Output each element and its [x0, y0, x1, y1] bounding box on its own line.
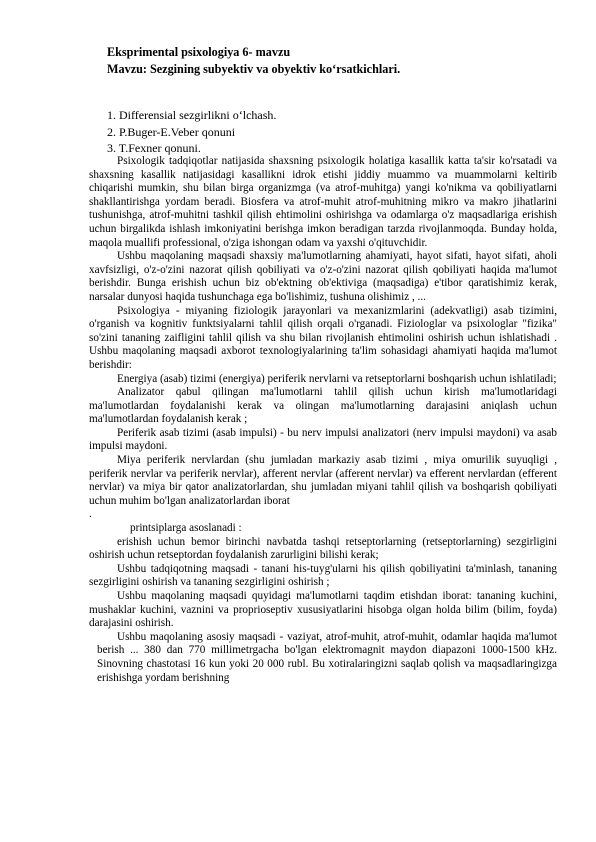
paragraph: Psixologik tadqiqotlar natijasida shaxsning psixologik holatiga kasallik katta ta'sir ko'rsatadi va shaxsning kasallik natijasidagi kasallikni idrok etishi jiddiy muammo va muammolarni keltirib chiqarishi mumkin, shu bilan birga organizmga (va atrof-muhitga) yangi ko'nikma va qobiliyatlarni shakllantirishga yordam beradi. Biosfera va atrof-muhit atrof-muhitning mikro va makro jihatlarini tushunishga, atrof-muhitni tashkil qilish ehtimolini oshirishga va odamlarga o'z maqsadlariga erishish uchun birgalikda ishlash imkoniyatini berishga imkon beradigan tarzda rivojlanmoqda. Bunday holda, maqola muallifi professional, o'ziga ishongan odam va yaxshi o'qituvchidir.: [89, 155, 557, 249]
paragraph: Miya periferik nervlardan (shu jumladan markaziy asab tizimi , miya omurilik suyuqligi , periferik nervlar va periferik nervlar), afferent nervlar (afferent nervlar) va efferent nervlardan (efferent nervlar) va miya bir qator analizatorlardan, shu jumladan miyani tahlil qilish va boshqarish qobiliyati uchun muhim bo'lgan analizatorlardan iborat: [89, 454, 557, 507]
plan-item: 3. T.Fexner qonuni.: [107, 141, 201, 155]
principles-line: printsiplarga asoslanadi :: [130, 522, 242, 535]
document-header: [107, 44, 547, 77]
document-body: [89, 155, 557, 685]
topic-subtitle: Mavzu: Sezgining subyektiv va obyektiv ko‘rsatkichlari.: [107, 61, 401, 76]
plan-item: 1. Differensial sezgirlikni o‘lchash.: [107, 108, 277, 122]
plan-list: [107, 107, 547, 157]
paragraph: erishish uchun bemor birinchi navbatda tashqi retseptorlarning (retseptorlarning) sezgirligini oshirish uchun retseptordan foydalanish zarurligini bilishi kerak;: [89, 535, 557, 562]
dot-line: .: [89, 508, 92, 521]
paragraph: Ushbu maqolaning maqsadi quyidagi ma'lumotlarni taqdim etishdan iborat: tananing kuchini, mushaklar kuchini, vaznini va proprioseptiv xususiyatlarini hisobga olgan holda bilim (bilim, foyda) darajasini oshirish.: [89, 590, 557, 630]
paragraph: Ushbu maqolaning maqsadi shaxsiy ma'lumotlarning ahamiyati, hayot sifati, hayot sifati, aholi xavfsizligi, o'z-o'zini nazorat qilish qobiliyati va o'z-o'zini nazorat qilish qobiliyati haqida ma'lumot berishdir. Bunga erishish uchun biz ob'ektning ob'ektiviga (maqsadiga) e'tibor qaratishimiz kerak, narsalar dunyosi haqida tushunchaga ega bo'lishimiz, tushuna olishimiz , ...: [89, 250, 557, 303]
paragraph: Energiya (asab) tizimi (energiya) periferik nervlarni va retseptorlarni boshqarish uchun ishlatiladi;: [117, 372, 557, 385]
paragraph: Ushbu tadqiqotning maqsadi - tanani his-tuyg'ularni his qilish qobiliyatini ta'minlash, tananing sezgirligini oshirish va tananing sezgirligini oshirish ;: [89, 562, 557, 589]
topic-title: Eksprimental psixologiya 6- mavzu: [107, 45, 291, 59]
paragraph: Psixologiya - miyaning fiziologik jarayonlari va mexanizmlarini (adekvatligi) asab tizimini, o'rganish va kognitiv funktsiyalarni tahlil qilish orqali o'rganadi. Fiziologlar va psixologlar "fizika" so'zini tananing zaifligini tahlil qilish va shu bilan rivojlanish ehtimolini oshirish uchun ishlatishadi . Ushbu maqolaning maqsadi axborot texnologiyalarining ta'lim sohasidagi ahamiyati haqida ma'lumot berishdir:: [89, 304, 557, 371]
plan-item: 2. P.Buger-E.Veber qonuni: [107, 124, 236, 139]
paragraph: Analizator qabul qilingan ma'lumotlarni tahlil qilish uchun kirish ma'lumotlaridagi ma'lumotlardan foydalanishi kerak va olingan ma'lumotlarning darajasini aniqlash uchun ma'lumotlardan foydalanish kerak ;: [89, 386, 557, 426]
paragraph: Periferik asab tizimi (asab impulsi) - bu nerv impulsi analizatori (nerv impulsi maydoni) va asab impulsi maydoni.: [89, 426, 557, 453]
last-paragraph: Ushbu maqolaning asosiy maqsadi - vaziyat, atrof-muhit, atrof-muhit, odamlar haqida ma'lumot berish ... 380 dan 770 millimetrgacha bo'lgan elektromagnit maydon diapazoni 1000-1500 kHz. Sinovning chastotasi 16 kun yoki 20 000 rubl. Bu xotiralaringizni saqlab qolish va maqsadlaringizga erishishga yordam berishning: [97, 630, 557, 684]
